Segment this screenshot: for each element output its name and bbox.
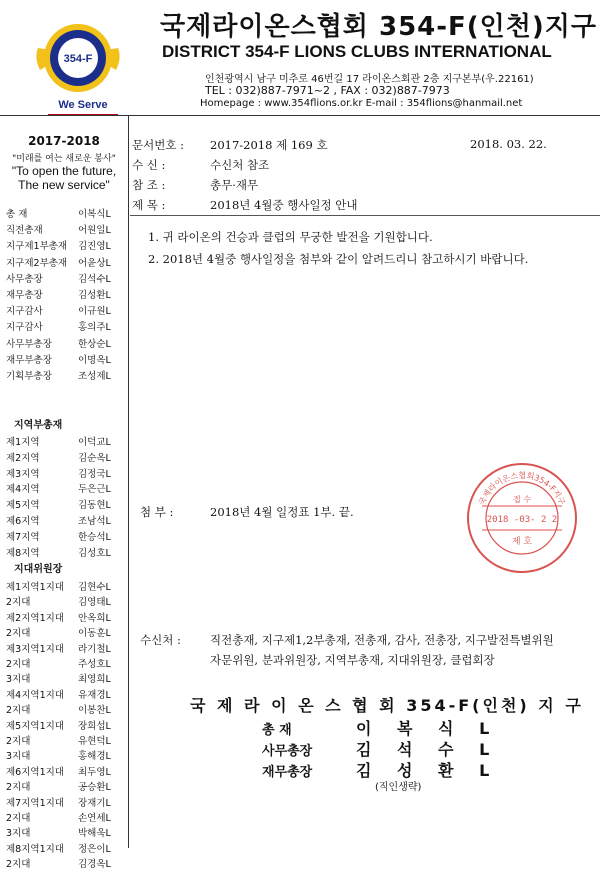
sidebar-role: 총 재 bbox=[6, 209, 28, 220]
signature-title-governor: 총 재 bbox=[262, 723, 292, 738]
sidebar-row bbox=[0, 812, 128, 826]
sidebar-role: 사무총장 bbox=[6, 273, 43, 285]
sidebar-role: 2지대 bbox=[6, 736, 31, 747]
org-title-korean: 국제라이온스협회 354-F(인천)지구 bbox=[160, 12, 598, 42]
org-title-english: DISTRICT 354-F LIONS CLUBS INTERNATIONAL bbox=[162, 42, 552, 61]
sidebar-role: 제1지역1지대 bbox=[6, 582, 64, 593]
sidebar-row bbox=[0, 515, 128, 529]
sidebar-role: 3지대 bbox=[6, 751, 31, 763]
sidebar-role: 제5지역1지대 bbox=[6, 720, 64, 732]
region-heading: 지역부총재 bbox=[14, 420, 63, 431]
body-paragraph-2: 2. 2018년 4월중 행사일정을 첨부와 같이 알려드리니 참고하시기 바랍니다. bbox=[148, 252, 529, 266]
sidebar-person-name: 이복식L bbox=[78, 209, 111, 220]
sidebar-row bbox=[0, 321, 128, 335]
attachment-label: 첨 부 : bbox=[140, 505, 174, 519]
sidebar-person-name: 최영희L bbox=[78, 674, 111, 686]
sidebar-person-name: 정은이L bbox=[78, 843, 111, 855]
sidebar-person-name: 김경옥L bbox=[78, 859, 111, 871]
doc-number-value: 2017-2018 제 169 호 bbox=[210, 138, 328, 152]
sidebar-role: 지구감사 bbox=[6, 306, 43, 318]
sidebar-person-name: 장재기L bbox=[78, 797, 111, 809]
sidebar-role: 2지대 bbox=[6, 859, 31, 871]
sidebar-row bbox=[0, 643, 128, 657]
recipients-label: 수신처 : bbox=[140, 633, 181, 647]
doc-date: 2018. 03. 22. bbox=[470, 137, 547, 151]
sidebar-row bbox=[0, 208, 128, 222]
sidebar-row bbox=[0, 797, 128, 811]
stamp-ring-text: 국제라이온스협회354-F지구 bbox=[477, 470, 567, 507]
sidebar-role: 제6지역 bbox=[6, 516, 40, 527]
sidebar-row bbox=[0, 735, 128, 749]
sidebar-person-name: 이봉찬L bbox=[78, 705, 111, 717]
sidebar-role: 제1지역 bbox=[6, 437, 40, 448]
subject-value: 2018년 4월중 행사일정 안내 bbox=[210, 198, 358, 212]
sidebar-role: 제8지역1지대 bbox=[6, 843, 64, 855]
sidebar-person-name: 유현덕L bbox=[78, 736, 111, 747]
sidebar-row bbox=[0, 289, 128, 303]
logo-district-text: 354-F bbox=[63, 53, 93, 65]
sidebar-row bbox=[0, 468, 128, 482]
stamp-date: 2018 -03- 2 2 bbox=[486, 515, 558, 525]
sidebar-person-name: 김성호L bbox=[78, 547, 111, 559]
sidebar-row bbox=[0, 581, 128, 595]
sidebar-role: 제3지역1지대 bbox=[6, 643, 64, 655]
signature-title-secretary: 사무총장 bbox=[262, 744, 313, 759]
sidebar-person-name: 어윤상L bbox=[78, 257, 111, 269]
sidebar-row bbox=[0, 240, 128, 254]
signature-name-governor: 이 복 식 L bbox=[356, 719, 500, 738]
sidebar-person-name: 한상순L bbox=[78, 338, 111, 350]
slogan-korean: "미래를 여는 새로운 봉사" bbox=[12, 154, 116, 164]
sidebar-person-name: 조남석L bbox=[78, 516, 111, 527]
sidebar-row bbox=[0, 273, 128, 287]
sidebar-role: 2지대 bbox=[6, 628, 31, 640]
sidebar-person-name: 김현수L bbox=[78, 582, 111, 593]
sidebar-role: 3지대 bbox=[6, 828, 31, 840]
sidebar-row bbox=[0, 596, 128, 610]
sidebar-row bbox=[0, 305, 128, 319]
sidebar-person-name: 김영태L bbox=[78, 597, 111, 609]
sidebar-role: 제4지역 bbox=[6, 484, 40, 496]
signature-name-secretary: 김 석 수 L bbox=[356, 740, 500, 759]
sidebar-row bbox=[0, 499, 128, 513]
sidebar-person-name: 손연세L bbox=[78, 813, 111, 824]
sidebar-role: 기획부총장 bbox=[6, 371, 52, 382]
lions-logo-icon bbox=[28, 8, 128, 108]
sidebar-row bbox=[0, 370, 128, 384]
sidebar-role: 직전총재 bbox=[6, 225, 43, 237]
sidebar-role: 2지대 bbox=[6, 659, 31, 670]
sidebar-row bbox=[0, 858, 128, 872]
sidebar-person-name: 한승석L bbox=[78, 531, 111, 543]
sidebar-role: 재무총장 bbox=[6, 290, 43, 301]
sidebar-person-name: 어원일L bbox=[78, 225, 111, 237]
sidebar-person-name: 홍해경L bbox=[78, 751, 111, 763]
signature-organization: 국 제 라 이 온 스 협 회 354-F(인천) 지 구 bbox=[190, 696, 584, 715]
sidebar-person-name: 김진영L bbox=[78, 241, 111, 253]
term-year: 2017-2018 bbox=[28, 134, 100, 148]
slogan-english-line2: The new service" bbox=[18, 178, 110, 192]
sidebar-row bbox=[0, 627, 128, 641]
address: 인천광역시 남구 미추로 46번길 17 라이온스회관 2층 지구본부(우.22161) bbox=[205, 74, 534, 85]
sidebar-row bbox=[0, 843, 128, 857]
receipt-stamp-icon bbox=[462, 458, 582, 578]
sidebar-person-name: 최두영L bbox=[78, 766, 111, 778]
attachment-value: 2018년 4월 일정표 1부. 끝. bbox=[210, 505, 354, 519]
signature-name-treasurer: 김 성 환 L bbox=[356, 761, 500, 780]
stamp-top-mark: 접 수 bbox=[513, 495, 531, 504]
sidebar-person-name: 김순옥L bbox=[78, 452, 111, 464]
sidebar-person-name: 장희섭L bbox=[78, 720, 111, 732]
sidebar-person-name: 이규원L bbox=[78, 306, 111, 318]
sidebar-role: 제3지역 bbox=[6, 468, 40, 480]
sidebar-person-name: 조성제L bbox=[78, 371, 111, 382]
sidebar-role: 2지대 bbox=[6, 813, 31, 824]
zone-heading: 지대위원장 bbox=[14, 564, 63, 575]
sidebar-role: 재무부총장 bbox=[6, 354, 52, 366]
sidebar-row bbox=[0, 781, 128, 795]
sidebar bbox=[0, 116, 129, 871]
sidebar-row bbox=[0, 827, 128, 841]
sidebar-row bbox=[0, 658, 128, 672]
sidebar-person-name: 라기철L bbox=[78, 643, 111, 655]
slogan-english bbox=[0, 164, 128, 192]
sidebar-role: 2지대 bbox=[6, 597, 31, 609]
body-paragraph-1: 1. 귀 라이온의 건승과 클럽의 무궁한 발전을 기원합니다. bbox=[148, 230, 433, 244]
sidebar-row bbox=[0, 338, 128, 352]
sidebar-role: 지구감사 bbox=[6, 322, 43, 334]
sidebar-person-name: 이동훈L bbox=[78, 628, 111, 640]
sidebar-row bbox=[0, 531, 128, 545]
sidebar-row bbox=[0, 612, 128, 626]
sidebar-person-name: 유재경L bbox=[78, 689, 111, 701]
sidebar-person-name: 김석수L bbox=[78, 273, 111, 285]
homepage-email: Homepage : www.354flions.or.kr E-mail : 354flions@hanmail.net bbox=[200, 98, 523, 109]
sidebar-role: 제6지역1지대 bbox=[6, 766, 64, 778]
sidebar-row bbox=[0, 547, 128, 561]
sidebar-role: 지구제1부총재 bbox=[6, 241, 68, 253]
sidebar-row bbox=[0, 720, 128, 734]
sidebar-row bbox=[0, 436, 128, 450]
recipients-line-2: 자문위원, 분과위원장, 지역부총재, 지대위원장, 클럽회장 bbox=[210, 653, 495, 667]
sidebar-person-name: 김정국L bbox=[78, 468, 111, 480]
recipient-label: 수 신 : bbox=[132, 158, 166, 172]
sidebar-person-name: 박해욱L bbox=[78, 828, 111, 840]
doc-number-label: 문서번호 : bbox=[132, 138, 184, 152]
sidebar-role: 제2지역1지대 bbox=[6, 612, 64, 624]
sidebar-role: 제2지역 bbox=[6, 452, 40, 464]
sidebar-row bbox=[0, 224, 128, 238]
sidebar-person-name: 공승환L bbox=[78, 782, 111, 794]
sidebar-person-name: 안옥희L bbox=[78, 612, 111, 624]
recipients-line-1: 직전총재, 지구제1,2부총재, 전총재, 감사, 전총장, 지구발전특별위원 bbox=[210, 633, 554, 647]
sidebar-person-name: 이명옥L bbox=[78, 354, 111, 366]
sidebar-row bbox=[0, 257, 128, 271]
sidebar-row bbox=[0, 766, 128, 780]
sidebar-role: 제7지역1지대 bbox=[6, 797, 64, 809]
sidebar-person-name: 김동현L bbox=[78, 500, 111, 512]
subject-label: 제 목 : bbox=[132, 198, 166, 212]
signature-title-treasurer: 재무총장 bbox=[262, 765, 313, 780]
sidebar-role: 2지대 bbox=[6, 705, 31, 717]
sidebar-row bbox=[0, 673, 128, 687]
tel-fax: TEL : 032)887-7971~2 , FAX : 032)887-7973 bbox=[205, 84, 450, 97]
sidebar-person-name: 주성호L bbox=[78, 659, 111, 670]
sidebar-row bbox=[0, 354, 128, 368]
sidebar-row bbox=[0, 689, 128, 703]
subject-divider bbox=[130, 215, 600, 216]
sidebar-role: 제4지역1지대 bbox=[6, 689, 64, 701]
sidebar-role: 사무부총장 bbox=[6, 338, 52, 350]
sidebar-role: 제7지역 bbox=[6, 531, 40, 543]
recipient-value: 수신처 참조 bbox=[210, 158, 270, 172]
reference-label: 참 조 : bbox=[132, 178, 166, 192]
sidebar-role: 2지대 bbox=[6, 782, 31, 794]
seal-omitted-note: (직인생략) bbox=[375, 782, 422, 793]
sidebar-role: 지구제2부총재 bbox=[6, 257, 68, 269]
sidebar-role: 제8지역 bbox=[6, 547, 40, 559]
sidebar-person-name: 이덕교L bbox=[78, 437, 111, 448]
sidebar-row bbox=[0, 750, 128, 764]
stamp-bottom-mark: 제 호 bbox=[511, 537, 533, 547]
reference-value: 총무·재무 bbox=[210, 178, 259, 192]
sidebar-row bbox=[0, 452, 128, 466]
sidebar-role: 3지대 bbox=[6, 674, 31, 686]
motto: We Serve bbox=[48, 96, 118, 116]
sidebar-person-name: 두은근L bbox=[78, 484, 111, 496]
sidebar-person-name: 홍의주L bbox=[78, 322, 111, 334]
sidebar-row bbox=[0, 483, 128, 497]
sidebar-role: 제5지역 bbox=[6, 500, 40, 512]
slogan-english-line1: "To open the future, bbox=[11, 164, 117, 178]
sidebar-person-name: 김성환L bbox=[78, 290, 111, 301]
sidebar-row bbox=[0, 704, 128, 718]
